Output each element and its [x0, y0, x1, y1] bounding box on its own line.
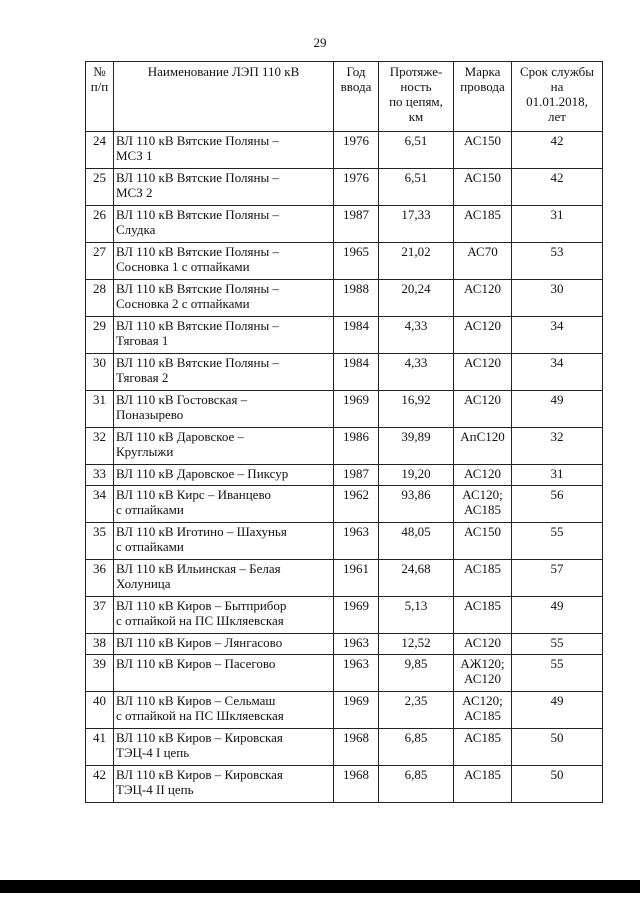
text-line: ВЛ 110 кВ Киров – Пасегово — [116, 656, 276, 671]
table-row — [86, 206, 603, 243]
cell-wire-type — [454, 280, 512, 317]
cell-num: 27 — [86, 243, 114, 280]
cell-line-name — [114, 428, 334, 465]
cell-wire-type — [454, 486, 512, 523]
table-row — [86, 280, 603, 317]
cell-wire-type — [454, 169, 512, 206]
text-line: с отпайкой на ПС Шкляевская — [116, 613, 284, 628]
cell-line-name — [114, 206, 334, 243]
text-line: ВЛ 110 кВ Даровское – Пиксур — [116, 466, 289, 481]
cell-year: 1987 — [334, 465, 379, 486]
cell-line-name — [114, 391, 334, 428]
table-row — [86, 560, 603, 597]
table-row — [86, 243, 603, 280]
text-line: АС150 — [464, 133, 501, 148]
text-line: АС150 — [464, 170, 501, 185]
text-line: ВЛ 110 кВ Гостовская – — [116, 392, 248, 407]
cell-line-name — [114, 243, 334, 280]
cell-line-name — [114, 766, 334, 803]
cell-wire-type — [454, 597, 512, 634]
text-line: по цепям, — [389, 94, 443, 109]
header-name — [114, 62, 334, 132]
text-line: Марка — [464, 64, 501, 79]
text-line: ВЛ 110 кВ Киров – Кировская — [116, 730, 283, 745]
cell-service-life: 42 — [512, 132, 603, 169]
text-line: № — [93, 64, 106, 79]
cell-year: 1988 — [334, 280, 379, 317]
cell-num: 41 — [86, 729, 114, 766]
cell-num: 28 — [86, 280, 114, 317]
cell-wire-type — [454, 206, 512, 243]
text-line: МСЗ 1 — [116, 148, 153, 163]
cell-service-life: 32 — [512, 428, 603, 465]
cell-year: 1987 — [334, 206, 379, 243]
cell-line-name — [114, 354, 334, 391]
cell-year: 1969 — [334, 391, 379, 428]
text-line: с отпайками — [116, 502, 184, 517]
table-row — [86, 523, 603, 560]
cell-year: 1961 — [334, 560, 379, 597]
text-line: АС185 — [464, 708, 501, 723]
table-row — [86, 766, 603, 803]
text-line: ВЛ 110 кВ Вятские Поляны – — [116, 355, 279, 370]
text-line: ВЛ 110 кВ Киров – Бытприбор — [116, 598, 287, 613]
cell-length: 24,68 — [379, 560, 454, 597]
cell-wire-type — [454, 391, 512, 428]
text-line: Сосновка 1 с отпайками — [116, 259, 250, 274]
cell-num: 42 — [86, 766, 114, 803]
cell-num: 31 — [86, 391, 114, 428]
cell-wire-type — [454, 634, 512, 655]
cell-line-name — [114, 169, 334, 206]
cell-service-life: 55 — [512, 634, 603, 655]
cell-length: 4,33 — [379, 317, 454, 354]
table-header-row — [86, 62, 603, 132]
text-line: АС120 — [464, 355, 501, 370]
header-num — [86, 62, 114, 132]
cell-line-name — [114, 465, 334, 486]
cell-year: 1986 — [334, 428, 379, 465]
text-line: ВЛ 110 кВ Вятские Поляны – — [116, 170, 279, 185]
cell-num: 32 — [86, 428, 114, 465]
page-number: 29 — [313, 35, 327, 50]
cell-year: 1976 — [334, 132, 379, 169]
cell-line-name — [114, 280, 334, 317]
header-year — [334, 62, 379, 132]
cell-wire-type — [454, 243, 512, 280]
cell-wire-type — [454, 132, 512, 169]
table-row — [86, 597, 603, 634]
cell-length: 12,52 — [379, 634, 454, 655]
cell-num: 40 — [86, 692, 114, 729]
cell-length: 6,51 — [379, 132, 454, 169]
cell-length: 39,89 — [379, 428, 454, 465]
cell-length: 2,35 — [379, 692, 454, 729]
table-row — [86, 465, 603, 486]
text-line: Круглыжи — [116, 444, 174, 459]
cell-num: 33 — [86, 465, 114, 486]
text-line: АС120 — [464, 392, 501, 407]
text-line: ВЛ 110 кВ Ильинская – Белая — [116, 561, 281, 576]
cell-length: 9,85 — [379, 655, 454, 692]
text-line: ВЛ 110 кВ Вятские Поляны – — [116, 281, 279, 296]
cell-service-life: 57 — [512, 560, 603, 597]
cell-service-life: 49 — [512, 692, 603, 729]
cell-num: 36 — [86, 560, 114, 597]
text-line: Год — [346, 64, 366, 79]
cell-line-name — [114, 132, 334, 169]
cell-num: 35 — [86, 523, 114, 560]
text-line: ВЛ 110 кВ Киров – Сельмаш — [116, 693, 276, 708]
text-line: ность — [400, 79, 432, 94]
text-line: АС185 — [464, 730, 501, 745]
text-line: АС120; — [462, 487, 503, 502]
text-line: АС185 — [464, 561, 501, 576]
text-line: МСЗ 2 — [116, 185, 153, 200]
cell-line-name — [114, 560, 334, 597]
cell-wire-type — [454, 428, 512, 465]
cell-year: 1969 — [334, 597, 379, 634]
table-row — [86, 692, 603, 729]
cell-line-name — [114, 655, 334, 692]
text-line: ВЛ 110 кВ Вятские Поляны – — [116, 207, 279, 222]
cell-year: 1963 — [334, 523, 379, 560]
text-line: АС185 — [464, 502, 501, 517]
cell-line-name — [114, 317, 334, 354]
cell-length: 17,33 — [379, 206, 454, 243]
cell-line-name — [114, 729, 334, 766]
text-line: 01.01.2018, — [526, 94, 588, 109]
cell-wire-type — [454, 465, 512, 486]
text-line: ВЛ 110 кВ Иготино – Шахунья — [116, 524, 287, 539]
cell-num: 30 — [86, 354, 114, 391]
cell-year: 1984 — [334, 317, 379, 354]
cell-length: 5,13 — [379, 597, 454, 634]
cell-wire-type — [454, 354, 512, 391]
table-row — [86, 391, 603, 428]
text-line: АС120 — [464, 281, 501, 296]
cell-length: 16,92 — [379, 391, 454, 428]
cell-length: 21,02 — [379, 243, 454, 280]
text-line: ТЭЦ-4 II цепь — [116, 782, 194, 797]
text-line: АС185 — [464, 598, 501, 613]
cell-wire-type — [454, 655, 512, 692]
cell-service-life: 56 — [512, 486, 603, 523]
cell-service-life: 55 — [512, 523, 603, 560]
text-line: Поназырево — [116, 407, 184, 422]
cell-num: 37 — [86, 597, 114, 634]
cell-service-life: 42 — [512, 169, 603, 206]
cell-num: 26 — [86, 206, 114, 243]
text-line: АЖ120; — [460, 656, 505, 671]
text-line: АС120 — [464, 671, 501, 686]
cell-length: 48,05 — [379, 523, 454, 560]
cell-num: 34 — [86, 486, 114, 523]
header-service-life — [512, 62, 603, 132]
table-row — [86, 354, 603, 391]
text-line: п/п — [90, 79, 109, 94]
cell-service-life: 31 — [512, 206, 603, 243]
cell-service-life: 34 — [512, 354, 603, 391]
text-line: Слудка — [116, 222, 156, 237]
cell-service-life: 31 — [512, 465, 603, 486]
text-line: ВЛ 110 кВ Вятские Поляны – — [116, 244, 279, 259]
cell-year: 1976 — [334, 169, 379, 206]
text-line: ТЭЦ-4 I цепь — [116, 745, 190, 760]
cell-service-life: 49 — [512, 391, 603, 428]
text-line: ввода — [340, 79, 372, 94]
text-line: Наименование ЛЭП 110 кВ — [147, 64, 300, 79]
text-line: провода — [460, 79, 505, 94]
cell-num: 29 — [86, 317, 114, 354]
cell-year: 1962 — [334, 486, 379, 523]
cell-wire-type — [454, 317, 512, 354]
cell-line-name — [114, 523, 334, 560]
text-line: ВЛ 110 кВ Киров – Кировская — [116, 767, 283, 782]
text-line: Тяговая 2 — [116, 370, 169, 385]
text-line: АС120 — [464, 318, 501, 333]
table-row — [86, 132, 603, 169]
text-line: Тяговая 1 — [116, 333, 169, 348]
cell-wire-type — [454, 729, 512, 766]
header-wire — [454, 62, 512, 132]
table-row — [86, 317, 603, 354]
text-line: АС185 — [464, 767, 501, 782]
text-line: с отпайками — [116, 539, 184, 554]
cell-length: 20,24 — [379, 280, 454, 317]
cell-service-life: 34 — [512, 317, 603, 354]
cell-year: 1984 — [334, 354, 379, 391]
text-line: Срок службы — [520, 64, 594, 79]
cell-num: 25 — [86, 169, 114, 206]
cell-service-life: 30 — [512, 280, 603, 317]
cell-line-name — [114, 634, 334, 655]
text-line: на — [550, 79, 564, 94]
cell-length: 93,86 — [379, 486, 454, 523]
text-line: Сосновка 2 с отпайками — [116, 296, 250, 311]
text-line: АС185 — [464, 207, 501, 222]
cell-wire-type — [454, 523, 512, 560]
cell-year: 1968 — [334, 766, 379, 803]
table-row — [86, 428, 603, 465]
table-row — [86, 634, 603, 655]
text-line: ВЛ 110 кВ Вятские Поляны – — [116, 133, 279, 148]
cell-year: 1965 — [334, 243, 379, 280]
cell-wire-type — [454, 692, 512, 729]
cell-service-life: 50 — [512, 729, 603, 766]
cell-wire-type — [454, 766, 512, 803]
bottom-border-bar — [0, 880, 640, 893]
cell-length: 6,51 — [379, 169, 454, 206]
text-line: Протяже- — [389, 64, 443, 79]
text-line: с отпайкой на ПС Шкляевская — [116, 708, 284, 723]
text-line: Холуница — [116, 576, 171, 591]
cell-length: 19,20 — [379, 465, 454, 486]
cell-line-name — [114, 692, 334, 729]
cell-service-life: 50 — [512, 766, 603, 803]
cell-year: 1969 — [334, 692, 379, 729]
text-line: ВЛ 110 кВ Кирс – Иванцево — [116, 487, 272, 502]
text-line: км — [408, 109, 424, 124]
cell-num: 24 — [86, 132, 114, 169]
header-length — [379, 62, 454, 132]
text-line: ВЛ 110 кВ Вятские Поляны – — [116, 318, 279, 333]
cell-service-life: 55 — [512, 655, 603, 692]
cell-length: 4,33 — [379, 354, 454, 391]
text-line: АпС120 — [460, 429, 505, 444]
cell-wire-type — [454, 560, 512, 597]
text-line: АС150 — [464, 524, 501, 539]
text-line: ВЛ 110 кВ Киров – Лянгасово — [116, 635, 283, 650]
table-row — [86, 729, 603, 766]
text-line: ВЛ 110 кВ Даровское – — [116, 429, 245, 444]
table-row — [86, 486, 603, 523]
cell-length: 6,85 — [379, 729, 454, 766]
cell-year: 1963 — [334, 634, 379, 655]
text-line: лет — [548, 109, 566, 124]
cell-year: 1963 — [334, 655, 379, 692]
transmission-lines-table — [85, 61, 603, 803]
text-line: АС120 — [464, 635, 501, 650]
cell-line-name — [114, 486, 334, 523]
text-line: АС120 — [464, 466, 501, 481]
text-line: АС70 — [467, 244, 498, 259]
text-line: АС120; — [462, 693, 503, 708]
cell-year: 1968 — [334, 729, 379, 766]
cell-line-name — [114, 597, 334, 634]
cell-length: 6,85 — [379, 766, 454, 803]
cell-service-life: 53 — [512, 243, 603, 280]
table-row — [86, 169, 603, 206]
cell-num: 38 — [86, 634, 114, 655]
table-row — [86, 655, 603, 692]
cell-num: 39 — [86, 655, 114, 692]
cell-service-life: 49 — [512, 597, 603, 634]
